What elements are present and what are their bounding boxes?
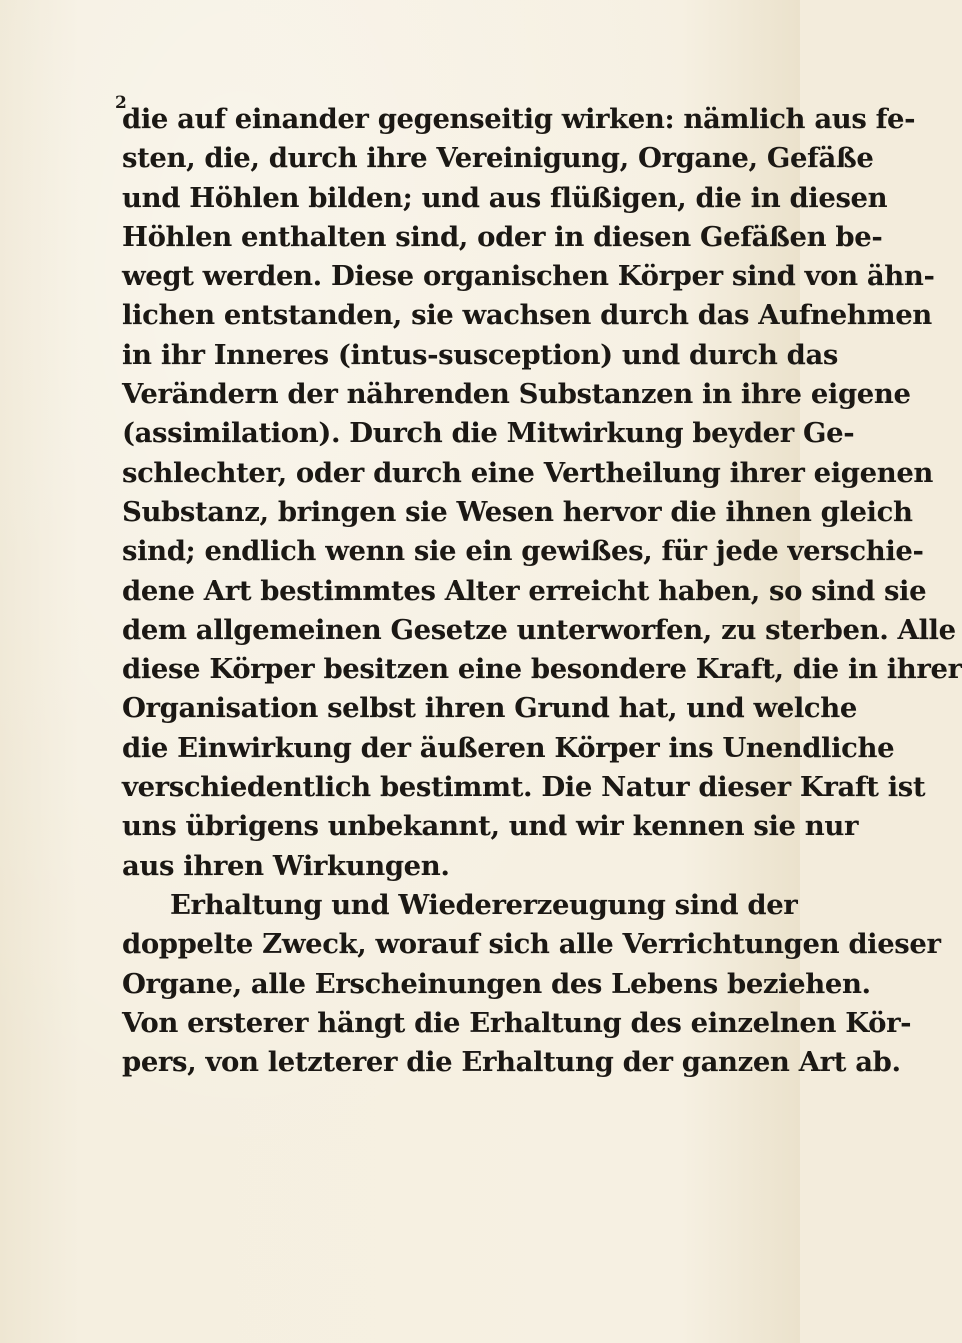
text-line: (assimilation). Durch die Mitwirkung beyder Ge- (122, 417, 855, 450)
text-line: und Höhlen bilden; und aus flüßigen, die in diesen (122, 181, 888, 214)
text-line: Höhlen enthalten sind, oder in diesen Gefäßen be- (122, 220, 883, 253)
text-line: Von ersterer hängt die Erhaltung des einzelnen Kör- (122, 1006, 912, 1039)
text-line: Substanz, bringen sie Wesen hervor die ihnen gleich (122, 495, 913, 528)
text-line: dem allgemeinen Gesetze unterworfen, zu sterben. Alle (122, 613, 956, 646)
body-text (122, 100, 962, 1082)
text-line: sind; endlich wenn sie ein gewißes, für jede verschie- (122, 535, 924, 568)
paragraph-start-line: Erhaltung und Wiedererzeugung sind der (170, 888, 798, 921)
text-line: Verändern der nährenden Substanzen in ihre eigene (122, 378, 911, 411)
page-number: 2 (115, 93, 127, 113)
text-line: schlechter, oder durch eine Vertheilung ihrer eigenen (122, 456, 934, 489)
text-line: lichen entstanden, sie wachsen durch das Aufnehmen (122, 299, 932, 332)
text-line: sten, die, durch ihre Vereinigung, Organe, Gefäße (122, 142, 874, 175)
text-line: Organe, alle Erscheinungen des Lebens beziehen. (122, 967, 871, 1000)
text-line: diese Körper besitzen eine besondere Kraft, die in ihrer (122, 653, 962, 686)
text-line: dene Art bestimmtes Alter erreicht haben, so sind sie (122, 574, 927, 607)
text-line: Organisation selbst ihren Grund hat, und welche (122, 692, 857, 725)
text-line: pers, von letzterer die Erhaltung der ganzen Art ab. (122, 1046, 901, 1079)
text-line: doppelte Zweck, worauf sich alle Verrichtungen dieser (122, 928, 941, 961)
text-line: verschiedentlich bestimmt. Die Natur dieser Kraft ist (122, 771, 926, 804)
text-line: wegt werden. Diese organischen Körper sind von ähn- (122, 260, 935, 293)
text-line: die Einwirkung der äußeren Körper ins Unendliche (122, 731, 895, 764)
text-line: die auf einander gegenseitig wirken: nämlich aus fe- (122, 103, 916, 135)
text-line: aus ihren Wirkungen. (122, 849, 450, 882)
text-line: in ihr Inneres (intus-susception) und durch das (122, 338, 838, 371)
text-line: uns übrigens unbekannt, und wir kennen sie nur (122, 810, 859, 843)
